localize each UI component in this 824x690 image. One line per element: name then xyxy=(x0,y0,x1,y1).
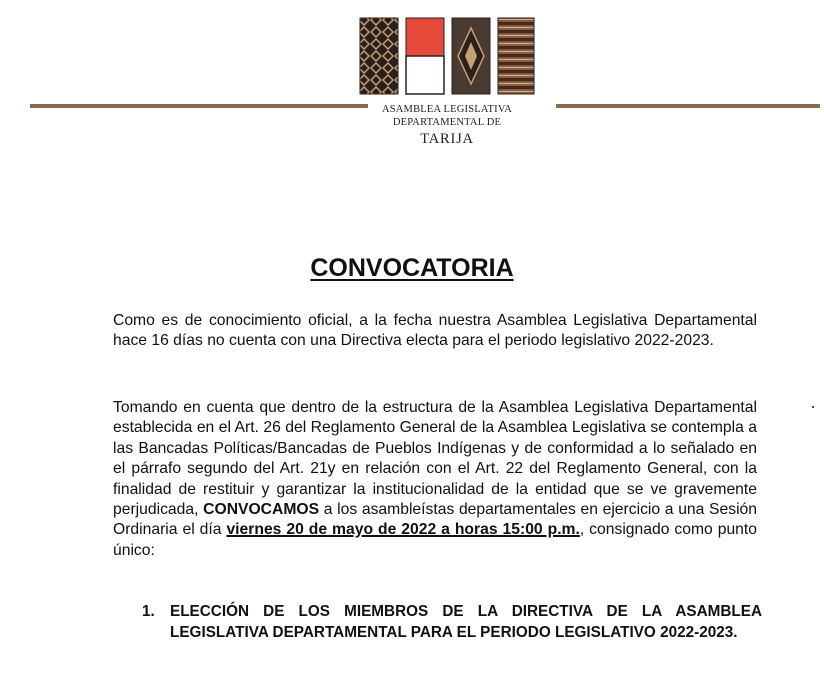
paragraph-2-intro: Tomando en cuenta que dentro de la estructura de la Asamblea Legislativa Departamental establecida en el Art. 26 del Reglamento General de la Asamblea Legislativa se contempla a las Bancadas Políticas/Bancadas de Pueblos Indígenas y de conformidad a lo señalado en el párrafo segundo del Art. 21y en relación con el Art. 22 del Reglamento General, con la finalidad de restituir y garantizar la institucionalidad de la entidad que se ve gravemente perjudicada, xyxy=(113,399,757,519)
document-title: CONVOCATORIA xyxy=(310,254,514,282)
organization-name xyxy=(344,103,550,148)
agenda-number: 1. xyxy=(142,603,155,620)
session-date: viernes 20 de mayo de 2022 a horas 15:00 p.m. xyxy=(226,521,580,539)
scan-speck xyxy=(812,406,814,408)
paragraph-2 xyxy=(113,398,757,561)
convocamos-label: CONVOCAMOS xyxy=(203,501,320,519)
list-item xyxy=(142,601,762,643)
agenda-text: ELECCIÓN DE LOS MIEMBROS DE LA DIRECTIVA DE LA ASAMBLEA LEGISLATIVA DEPARTAMENTAL PARA EL PERIODO LEGISLATIVO 2022-2023. xyxy=(170,603,762,641)
paragraph-1: Como es de conocimiento oficial, a la fecha nuestra Asamblea Legislativa Departamental hace 16 días no cuenta con una Directiva electa para el periodo legislativo 2022-2023. xyxy=(113,312,757,350)
header-rule-left xyxy=(30,104,368,108)
paragraph-2-middle: a los asambleístas departamentales en ejercicio a una Sesión Ordinaria el día xyxy=(113,501,757,539)
org-line-2: DEPARTAMENTAL DE xyxy=(392,117,502,129)
header-rule-right xyxy=(556,104,820,108)
org-line-3: TARIJA xyxy=(420,131,474,148)
textile-pattern-logo-icon xyxy=(358,14,536,96)
org-line-1: ASAMBLEA LEGISLATIVA xyxy=(381,104,513,115)
agenda-list xyxy=(142,601,762,643)
paragraph-2-end: , consignado como punto único: xyxy=(113,521,757,559)
